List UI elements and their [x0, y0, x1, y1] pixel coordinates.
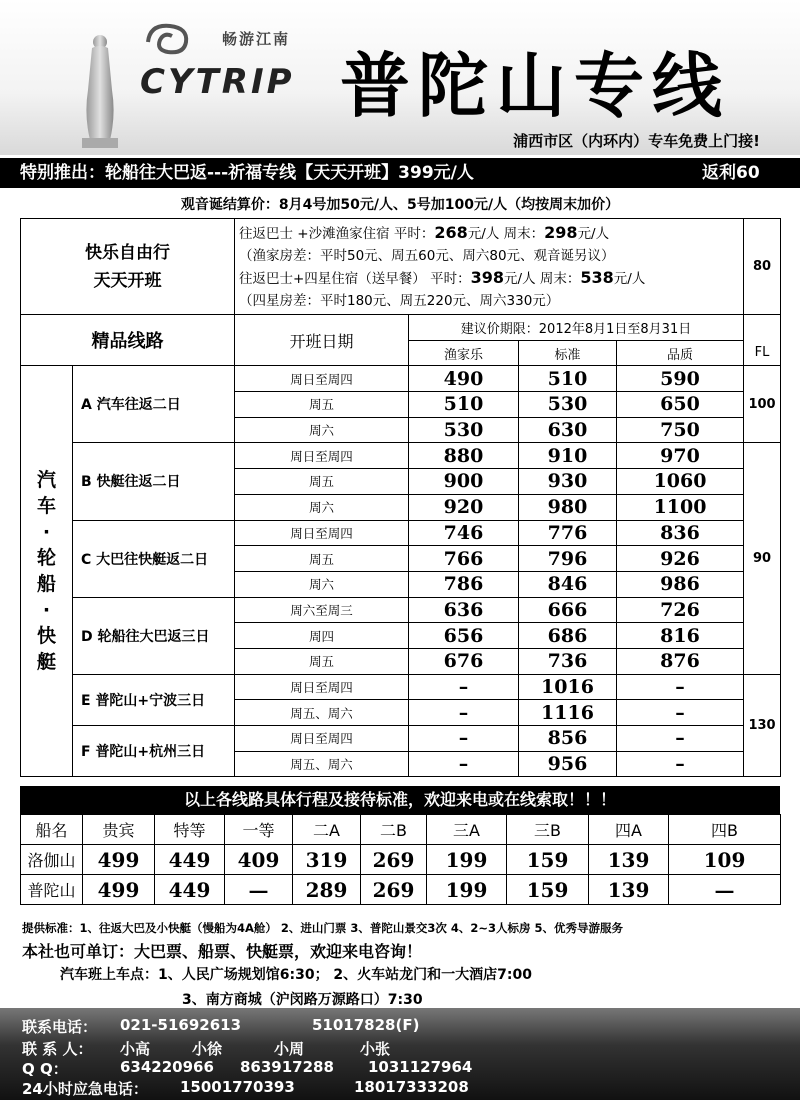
header: [0, 0, 800, 155]
fl-value: 100: [744, 366, 781, 443]
ship-price: 449: [155, 875, 225, 905]
price-cell: 1116: [519, 700, 617, 726]
ship-class-header: 四A: [589, 815, 669, 845]
schedule-day: 周五: [235, 469, 409, 495]
promo-rebate: 返利60: [702, 163, 760, 183]
free-travel-line-2: （渔家房差：平时50元、周五60元、周六80元、观音诞另议）: [239, 247, 615, 264]
contact-panel: [0, 1008, 800, 1100]
route-name: E 普陀山+宁波三日: [73, 674, 235, 725]
schedule-day: 周五: [235, 546, 409, 572]
route-name: F 普陀山+杭州三日: [73, 726, 235, 777]
ship-price: 139: [589, 845, 669, 875]
price-cell: 636: [409, 597, 519, 623]
schedule-day: 周四: [235, 623, 409, 649]
price-cell: 630: [519, 417, 617, 443]
info-banner: 以上各线路具体行程及接待标准，欢迎来电或在线索取！！！: [20, 786, 780, 814]
ship-price-table: [20, 814, 781, 905]
price-cell: 926: [617, 546, 744, 572]
ship-price: 159: [507, 845, 589, 875]
price-cell: 656: [409, 623, 519, 649]
person-name: 小张: [360, 1040, 391, 1058]
ship-price: 269: [361, 845, 427, 875]
ship-class-header: 三A: [427, 815, 507, 845]
ship-price: 319: [293, 845, 361, 875]
price-cell: 650: [617, 392, 744, 418]
period-header: 建议价期限：2012年8月1日至8月31日: [409, 315, 744, 341]
emergency-number[interactable]: 15001770393: [180, 1078, 295, 1096]
price-cell: 930: [519, 469, 617, 495]
ship-class-header: 三B: [507, 815, 589, 845]
ship-price: —: [225, 875, 293, 905]
price-cell: 816: [617, 623, 744, 649]
price-cell: 980: [519, 494, 617, 520]
ship-price: 199: [427, 845, 507, 875]
price-cell: 686: [519, 623, 617, 649]
schedule-day: 周日至周四: [235, 674, 409, 700]
schedule-day: 周日至周四: [235, 443, 409, 469]
price-cell: 510: [519, 366, 617, 392]
ship-class-header: 船名: [21, 815, 83, 845]
free-travel-title-2: 天天开班: [93, 270, 162, 291]
ship-row: [21, 845, 781, 875]
schedule-day: 周五、周六: [235, 751, 409, 777]
schedule-day: 周六: [235, 417, 409, 443]
emergency-label: 24小时应急电话：: [22, 1080, 148, 1098]
ship-class-header: 特等: [155, 815, 225, 845]
logo-english-name: CYTRIP: [140, 62, 295, 102]
qq-number[interactable]: 1031127964: [368, 1058, 473, 1076]
free-travel-title: [21, 219, 235, 315]
price-cell: 786: [409, 571, 519, 597]
pickup-note: 浦西市区（内环内）专车免费上门接!: [513, 132, 760, 150]
price-cell: –: [409, 700, 519, 726]
transport-mode-char: ·: [42, 521, 51, 544]
agent-note: 本社也可单订：大巴票、船票、快艇票，欢迎来电咨询！: [22, 942, 423, 961]
price-cell: 956: [519, 751, 617, 777]
ship-name: 洛伽山: [21, 845, 83, 875]
table-row: [21, 597, 781, 623]
schedule-day: 周六: [235, 494, 409, 520]
transport-mode-char: 车: [36, 495, 56, 518]
person-label: 联 系 人：: [22, 1040, 93, 1058]
emergency-number[interactable]: 18017333208: [354, 1078, 469, 1096]
price-cell: 746: [409, 520, 519, 546]
free-travel-line-4: （四星房差：平时180元、周五220元、周六330元）: [239, 292, 560, 309]
price-cell: 836: [617, 520, 744, 546]
price-cell: –: [409, 674, 519, 700]
schedule-day: 周五: [235, 648, 409, 674]
route-price-table: [20, 218, 781, 777]
route-name: A 汽车往返二日: [73, 366, 235, 443]
ship-price: 449: [155, 845, 225, 875]
free-travel-line-3: 往返巴士+四星住宿（送早餐） 平时：398元/人 周末：538元/人: [239, 267, 646, 287]
price-cell: 726: [617, 597, 744, 623]
col-fl: FL: [744, 340, 781, 366]
ship-class-header: 一等: [225, 815, 293, 845]
table-row: [21, 726, 781, 752]
fl-value: 90: [744, 443, 781, 674]
transport-mode-char: 船: [36, 573, 56, 596]
price-cell: 750: [617, 417, 744, 443]
price-cell: –: [617, 700, 744, 726]
schedule-day: 周五: [235, 392, 409, 418]
ship-price: —: [669, 875, 781, 905]
ship-price: 109: [669, 845, 781, 875]
qq-number[interactable]: 863917288: [240, 1058, 334, 1076]
ship-header-row: [21, 815, 781, 845]
fl-header-spacer: [744, 315, 781, 341]
qq-label: Q Q：: [22, 1060, 68, 1078]
price-cell: 590: [617, 366, 744, 392]
dates-header: 开班日期: [235, 315, 409, 366]
bus-pickup-points-2: 3、南方商城（沪闵路万源路口）7:30: [182, 992, 423, 1008]
price-cell: 490: [409, 366, 519, 392]
logo-chinese-name: 畅游江南: [222, 30, 291, 48]
table-row: [21, 520, 781, 546]
ship-price: 269: [361, 875, 427, 905]
price-cell: 986: [617, 571, 744, 597]
table-header-row: [21, 315, 781, 341]
price-cell: 1060: [617, 469, 744, 495]
price-cell: –: [409, 751, 519, 777]
price-cell: 776: [519, 520, 617, 546]
price-cell: 970: [617, 443, 744, 469]
price-cell: 846: [519, 571, 617, 597]
price-cell: 530: [409, 417, 519, 443]
price-cell: 666: [519, 597, 617, 623]
price-cell: 920: [409, 494, 519, 520]
transport-mode-label: [21, 366, 73, 777]
schedule-day: 周五、周六: [235, 700, 409, 726]
table-row: [21, 674, 781, 700]
ship-price: 199: [427, 875, 507, 905]
ship-price: 499: [83, 845, 155, 875]
free-travel-title-1: 快乐自由行: [85, 242, 170, 263]
service-standard-note: 提供标准：1、往返大巴及小快艇（慢船为4A舱） 2、进山门票 3、普陀山景交3次 4、2~3人标房 5、优秀导游服务: [22, 921, 624, 935]
price-cell: 766: [409, 546, 519, 572]
price-cell: 1016: [519, 674, 617, 700]
price-cell: 900: [409, 469, 519, 495]
transport-mode-char: 汽: [36, 469, 56, 492]
ship-class-header: 二B: [361, 815, 427, 845]
price-cell: 1100: [617, 494, 744, 520]
schedule-day: 周日至周四: [235, 520, 409, 546]
route-name: B 快艇往返二日: [73, 443, 235, 520]
qq-number[interactable]: 634220966: [120, 1058, 214, 1076]
transport-mode-char: 快: [36, 625, 56, 648]
schedule-day: 周日至周四: [235, 726, 409, 752]
free-travel-line-1: 往返巴士 +沙滩渔家住宿 平时：268元/人 周末：298元/人: [239, 222, 610, 242]
promo-text: 特别推出：轮船往大巴返---祈福专线【天天开班】399元/人: [20, 163, 474, 183]
price-cell: –: [617, 751, 744, 777]
transport-mode-char: ·: [42, 599, 51, 622]
page-title: 普陀山专线: [340, 44, 730, 127]
col-quality: 品质: [617, 340, 744, 366]
ship-price: 139: [589, 875, 669, 905]
guanyin-statue-image: [70, 30, 130, 150]
ship-class-header: 四B: [669, 815, 781, 845]
col-standard: 标准: [519, 340, 617, 366]
ship-price: 159: [507, 875, 589, 905]
price-cell: 856: [519, 726, 617, 752]
col-yujiale: 渔家乐: [409, 340, 519, 366]
free-travel-info: [235, 219, 744, 315]
route-body: [21, 366, 781, 777]
fl-value: 130: [744, 674, 781, 777]
schedule-day: 周日至周四: [235, 366, 409, 392]
price-cell: 880: [409, 443, 519, 469]
logo-swirl-icon: [140, 20, 196, 60]
ship-price: 499: [83, 875, 155, 905]
price-cell: 530: [519, 392, 617, 418]
promo-banner: [0, 158, 800, 188]
table-row: [21, 443, 781, 469]
person-name: 小高: [120, 1040, 151, 1058]
ship-class-header: 贵宾: [83, 815, 155, 845]
price-cell: 510: [409, 392, 519, 418]
ship-name: 普陀山: [21, 875, 83, 905]
schedule-day: 周六: [235, 571, 409, 597]
transport-mode-char: 艇: [36, 651, 56, 674]
route-name: C 大巴往快艇返二日: [73, 520, 235, 597]
person-name: 小徐: [192, 1040, 223, 1058]
free-travel-fl: 80: [744, 219, 781, 315]
price-cell: 876: [617, 648, 744, 674]
phone-number[interactable]: 021-51692613: [120, 1016, 242, 1034]
price-cell: –: [409, 726, 519, 752]
fax-number[interactable]: 51017828(F): [312, 1016, 420, 1034]
price-cell: 796: [519, 546, 617, 572]
ship-price: 409: [225, 845, 293, 875]
ship-price: 289: [293, 875, 361, 905]
price-cell: –: [617, 726, 744, 752]
routes-header: 精品线路: [21, 315, 235, 366]
ship-class-header: 二A: [293, 815, 361, 845]
price-cell: 676: [409, 648, 519, 674]
schedule-day: 周六至周三: [235, 597, 409, 623]
ship-row: [21, 875, 781, 905]
table-row: [21, 366, 781, 392]
price-cell: 736: [519, 648, 617, 674]
price-cell: –: [617, 674, 744, 700]
route-name: D 轮船往大巴返三日: [73, 597, 235, 674]
transport-mode-char: 轮: [36, 547, 56, 570]
phone-label: 联系电话：: [22, 1018, 98, 1036]
settlement-note: 观音诞结算价：8月4号加50元/人、5号加100元/人（均按周末加价）: [180, 197, 620, 213]
person-name: 小周: [274, 1040, 305, 1058]
bus-pickup-points-1: 汽车班上车点：1、人民广场规划馆6:30； 2、火车站龙门和一大酒店7:00: [60, 967, 532, 983]
price-cell: 910: [519, 443, 617, 469]
